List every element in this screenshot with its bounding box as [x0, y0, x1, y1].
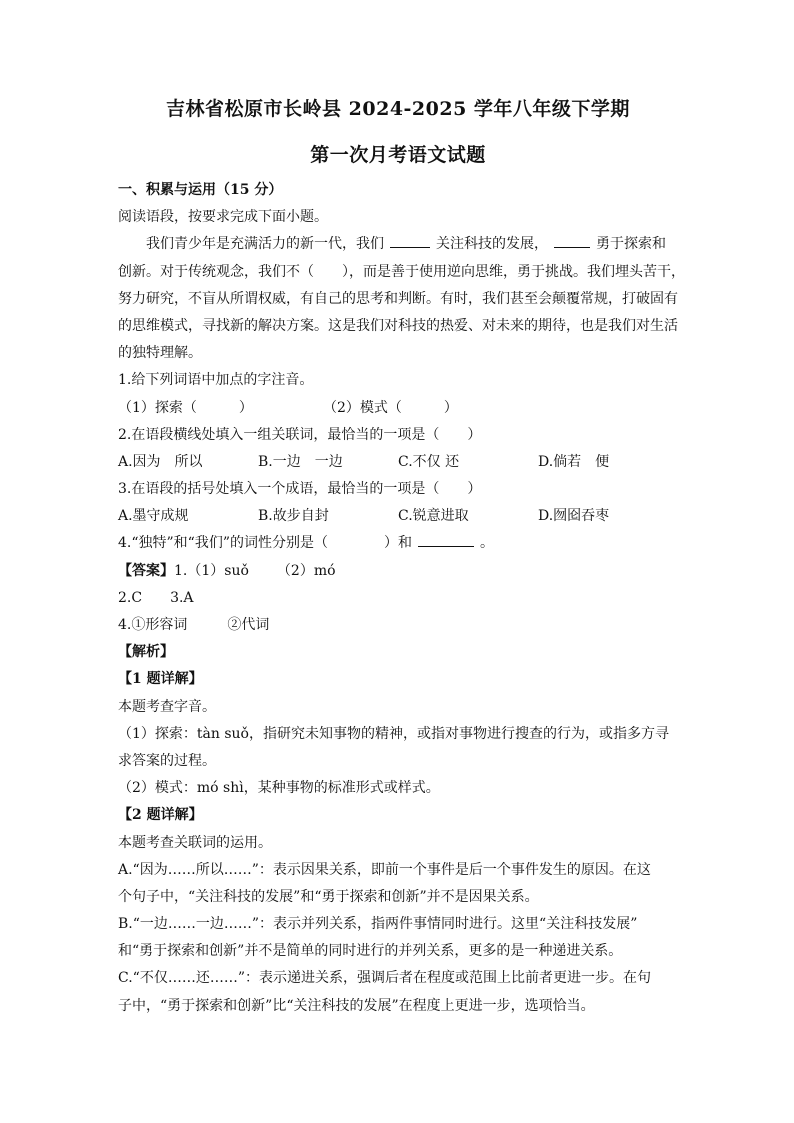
- question-1-item-a: （1）探索（ ）: [118, 399, 253, 416]
- question-3-option-c: C.锐意进取: [398, 508, 469, 525]
- passage-line-3: 努力研究，不盲从所谓权威，有自己的思考和判断。有时，我们甚至会颠覆常规，打破固有: [118, 290, 678, 307]
- question-1-item-b: （2）模式（ ）: [323, 399, 458, 416]
- analysis-label: 【解析】: [118, 644, 174, 661]
- question-3-option-a: A.墨守成规: [118, 508, 189, 525]
- document-title-line2: 第一次月考语文试题: [310, 144, 486, 166]
- detail-2-label: 【2 题详解】: [118, 807, 203, 824]
- answer-line-2: 2.C 3.A: [118, 589, 194, 606]
- detail-2-intro: 本题考查关联词的运用。: [118, 834, 272, 851]
- detail-2-option-b-line-1: B.“一边……一边……”：表示并列关系，指两件事情同时进行。这里“关注科技发展”: [118, 916, 638, 933]
- detail-2-option-b-line-2: 和“勇于探索和创新”并不是简单的同时进行的并列关系，更多的是一种递进关系。: [118, 943, 623, 960]
- section-instruction: 阅读语段，按要求完成下面小题。: [118, 209, 328, 226]
- question-1-items: [118, 395, 678, 422]
- detail-1-label: 【1 题详解】: [118, 671, 203, 688]
- passage-line-2: 创新。对于传统观念，我们不（ ），而是善于使用逆向思维，勇于挑战。我们埋头苦干，: [118, 263, 685, 280]
- passage-line-4: 的思维模式，寻找新的解决方案。这是我们对科技的热爱、对未来的期待，也是我们对生活: [118, 317, 678, 334]
- fill-blank-1: [390, 231, 430, 248]
- question-2-option-d: D.倘若 便: [538, 453, 610, 470]
- question-3-option-d: D.囫囵吞枣: [538, 508, 610, 525]
- question-2-option-b: B.一边 一边: [258, 453, 343, 470]
- passage-line-5: 的独特理解。: [118, 345, 202, 362]
- question-4: 4.“独特”和“我们”的词性分别是（ ）和 。: [118, 530, 678, 557]
- question-2-option-a: A.因为 所以: [118, 453, 203, 470]
- section-heading: 一、积累与运用（15 分）: [118, 182, 283, 198]
- answer-line-3: 4.①形容词 ②代词: [118, 617, 270, 633]
- answer-label: 【答案】: [118, 562, 174, 579]
- detail-2-option-c-line-1: C.“不仅……还……”：表示递进关系，强调后者在程度或范围上比前者更进一步。在句: [118, 970, 651, 987]
- question-3: 3.在语段的括号处填入一个成语，最恰当的一项是（ ）: [118, 481, 482, 498]
- question-2-options: [118, 449, 678, 476]
- question-3-option-b: B.故步自封: [258, 508, 329, 525]
- detail-1-line-3: （2）模式：mó shì，某种事物的标准形式或样式。: [118, 780, 440, 797]
- question-2-option-c: C.不仅 还: [398, 453, 460, 470]
- detail-2-option-a-line-1: A.“因为……所以……”：表示因果关系，即前一个事件是后一个事件发生的原因。在这: [118, 861, 651, 878]
- question-3-options: [118, 503, 678, 530]
- passage-line-1: 我们青少年是充满活力的新一代，我们 关注科技的发展， 勇于探索和: [118, 231, 678, 258]
- detail-1-intro: 本题考查字音。: [118, 698, 216, 715]
- detail-2-option-c-line-2: 子中，“勇于探索和创新”比“关注科技的发展”在程度上更进一步，选项恰当。: [118, 997, 595, 1014]
- question-1: 1.给下列词语中加点的字注音。: [118, 372, 314, 389]
- question-2: 2.在语段横线处填入一组关联词，最恰当的一项是（ ）: [118, 426, 482, 443]
- fill-blank-2: [554, 231, 590, 248]
- fill-blank-3: [418, 530, 474, 547]
- document-title-line1: 吉林省松原市长岭县 2024-2025 学年八年级下学期: [166, 98, 630, 120]
- document-body: [118, 177, 685, 1020]
- detail-1-line-1: （1）探索：tàn suǒ，指研究未知事物的精神，或指对事物进行搜查的行为，或指多方寻: [118, 725, 669, 742]
- answer-line-1: 【答案】1.（1）suǒ （2）mó: [118, 562, 336, 579]
- detail-2-option-a-line-2: 个句子中，“关注科技的发展”和“勇于探索和创新”并不是因果关系。: [118, 888, 539, 905]
- detail-1-line-2: 求答案的过程。: [118, 752, 216, 769]
